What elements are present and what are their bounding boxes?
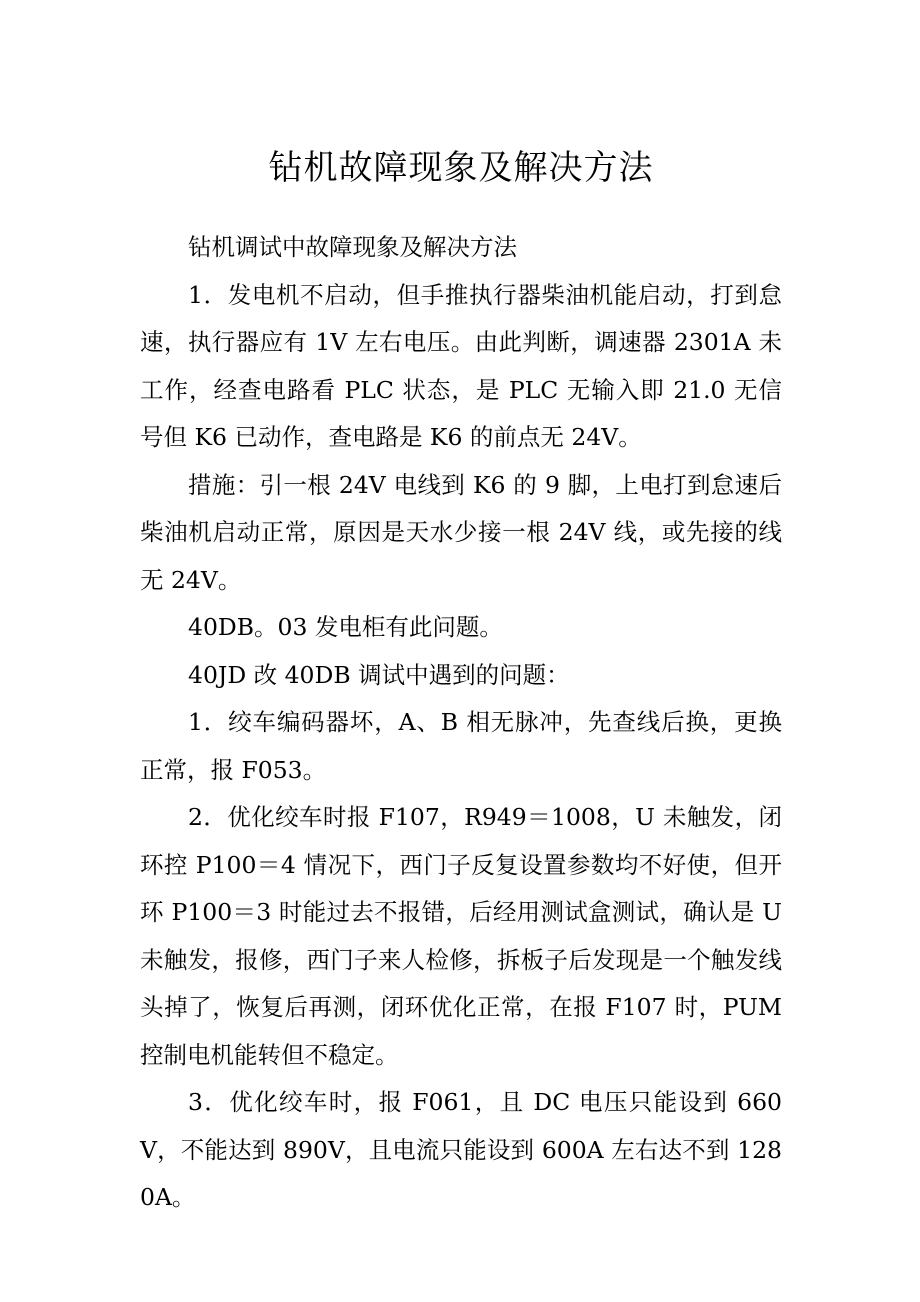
paragraph-measures: 措施：引一根 24V 电线到 K6 的 9 脚，上电打到怠速后柴油机启动正常，原因是天水少接一根 24V 线，或先接的线无 24V。 — [140, 470, 782, 594]
document-body — [140, 224, 782, 1222]
paragraph-item-2-f107: 2．优化绞车时报 F107，R949＝1008，U 未触发，闭环控 P100＝4 情况下，西门子反复设置参数均不好使，但开环 P100＝3 时能过去不报错，后经用测试盒测试，确认是 U 未触发，报修，西门子来人检修，拆板子后发现是一个触发线头掉了，恢复后再测，闭环优化正常，在报 F107 时，PUM 控制电机能转但不稳定。 — [140, 803, 782, 1069]
paragraph-section-heading: 40JD 改 40DB 调试中遇到的问题： — [188, 660, 570, 689]
paragraph-note-40db: 40DB。03 发电柜有此问题。 — [188, 613, 503, 641]
document-title: 钻机故障现象及解决方法 — [268, 148, 654, 188]
paragraph-subtitle: 钻机调试中故障现象及解决方法 — [188, 233, 517, 261]
paragraph-issue-1-generator: 1．发电机不启动，但手推执行器柴油机能启动，打到怠速，执行器应有 1V 左右电压。由此判断，调速器 2301A 未工作，经查电路看 PLC 状态，是 PLC 无输入即 21.0 无信号但 K6 已动作，查电路是 K6 的前点无 24V。 — [140, 280, 782, 451]
paragraph-item-3-f061: 3．优化绞车时，报 F061，且 DC 电压只能设到 660V，不能达到 890V，且电流只能设到 600A 左右达不到 1280A。 — [140, 1088, 782, 1211]
paragraph-item-1-encoder: 1．绞车编码器坏，A、B 相无脉冲，先查线后换，更换正常，报 F053。 — [140, 708, 782, 784]
